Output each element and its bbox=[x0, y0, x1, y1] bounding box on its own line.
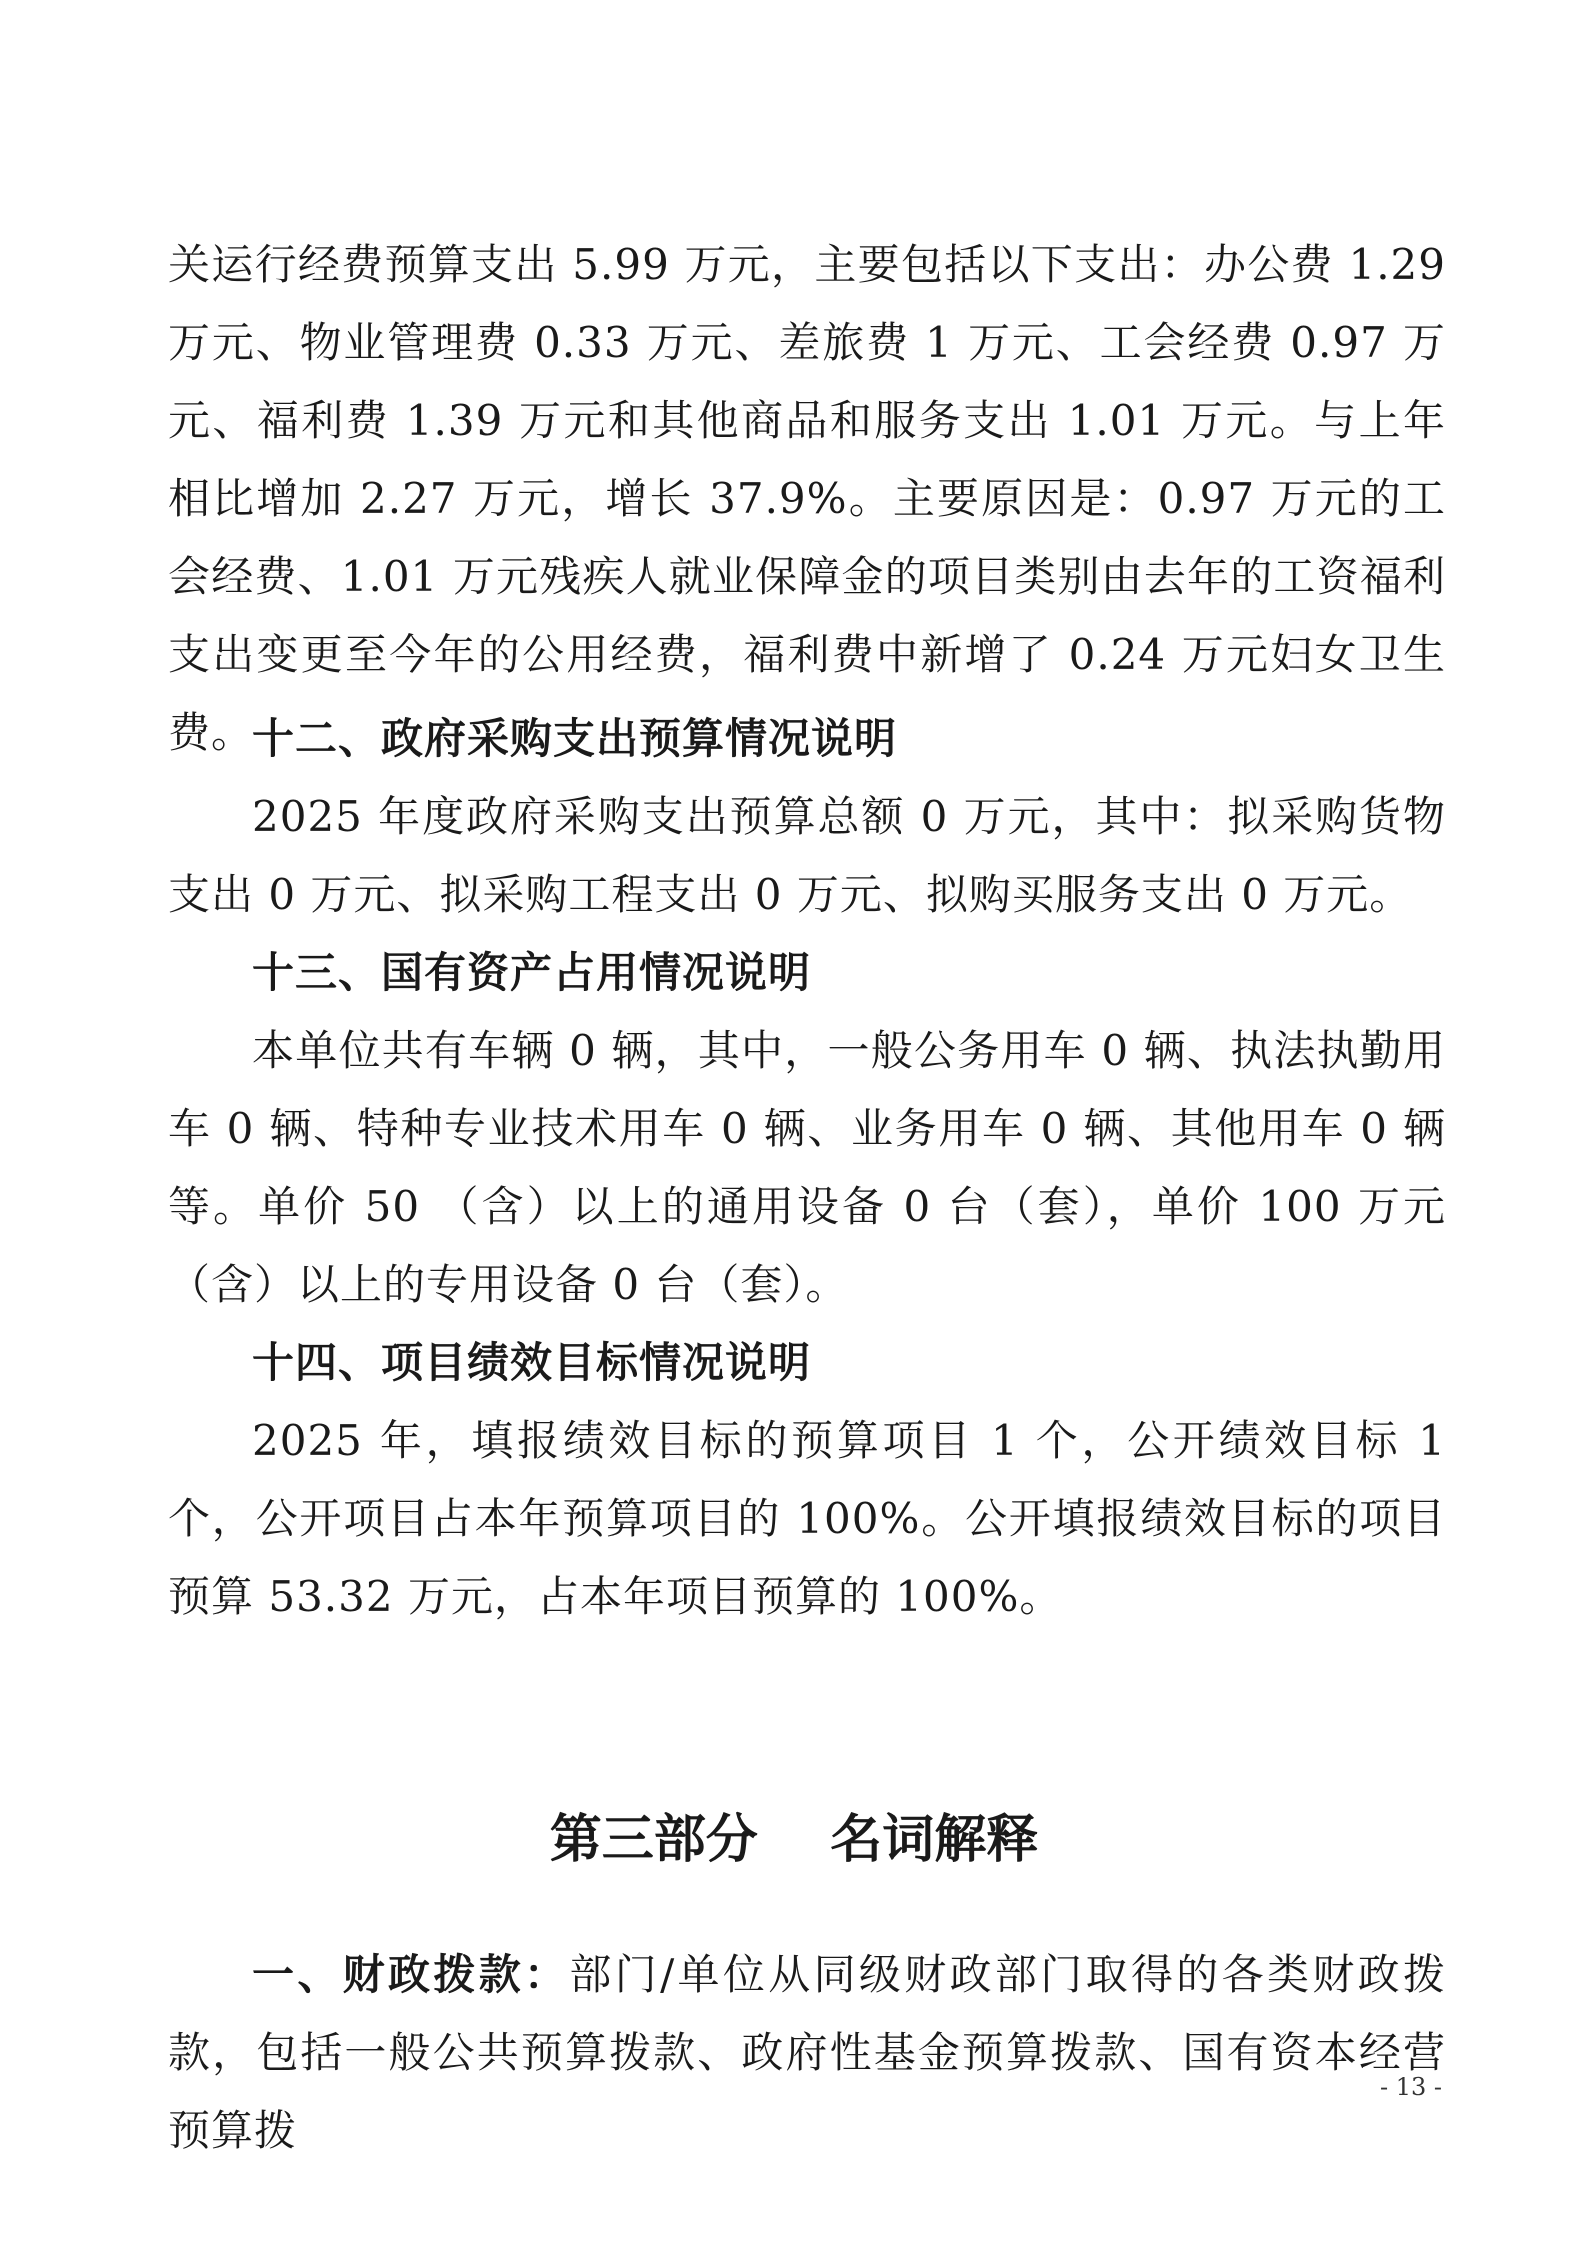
term-label-fiscal-appropriation: 一、财政拨款： bbox=[252, 1950, 570, 1999]
heading-state-assets: 十三、国有资产占用情况说明 bbox=[252, 948, 812, 997]
heading-performance-goals: 十四、项目绩效目标情况说明 bbox=[252, 1338, 812, 1387]
paragraph-government-procurement: 2025 年度政府采购支出预算总额 0 万元，其中：拟采购货物支出 0 万元、拟采购工程支出 0 万元、拟购买服务支出 0 万元。 bbox=[168, 792, 1446, 919]
page-number: - 13 - bbox=[1380, 2073, 1443, 2101]
paragraph-term-fiscal-appropriation bbox=[168, 1936, 1446, 2170]
part-three-title: 第三部分 名词解释 bbox=[549, 1809, 1039, 1870]
heading-government-procurement: 十二、政府采购支出预算情况说明 bbox=[252, 714, 898, 763]
paragraph-public-operating-expenses: 关运行经费预算支出 5.99 万元，主要包括以下支出：办公费 1.29 万元、物业管理费 0.33 万元、差旅费 1 万元、工会经费 0.97 万元、福利费 1.39 万元和其他商品和服务支出 1.01 万元。与上年相比增加 2.27 万元，增长 37.9%。主要原因是：0.97 万元的工会经费、1.01 万元残疾人就业保障金的项目类别由去年的工资福利支出变更至今年的公用经费，福利费中新增了 0.24 万元妇女卫生费。 bbox=[168, 240, 1446, 757]
paragraph-performance-goals: 2025 年，填报绩效目标的预算项目 1 个，公开绩效目标 1 个，公开项目占本年预算项目的 100%。公开填报绩效目标的项目预算 53.32 万元，占本年项目预算的 100%。 bbox=[168, 1416, 1446, 1621]
paragraph-state-assets: 本单位共有车辆 0 辆，其中，一般公务用车 0 辆、执法执勤用车 0 辆、特种专业技术用车 0 辆、业务用车 0 辆、其他用车 0 辆等。单价 50 （含）以上的通用设备 0 台（套），单价 100 万元（含）以上的专用设备 0 台（套）。 bbox=[168, 1026, 1446, 1309]
term-text-fiscal-appropriation: 部门/单位从同级财政部门取得的各类财政拨款，包括一般公共预算拨款、政府性基金预算拨款、国有资本经营预算拨 bbox=[168, 1950, 1446, 2155]
